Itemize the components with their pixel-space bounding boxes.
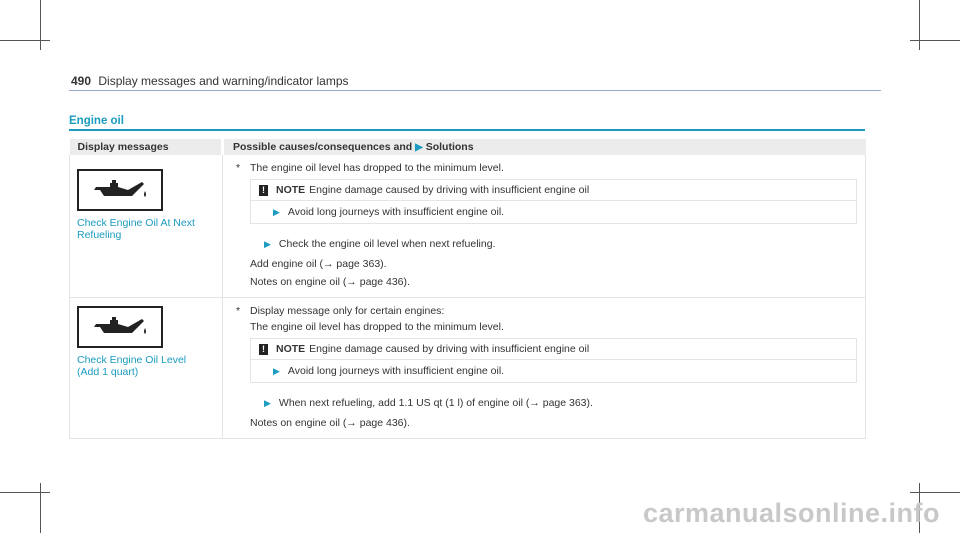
- page-header: [71, 74, 349, 88]
- crop-mark: [40, 0, 41, 50]
- page-header-title: Display messages and warning/indicator lamps: [98, 74, 349, 88]
- note-action-text: Avoid long journeys with insufficient engine oil.: [287, 365, 505, 377]
- play-arrow-icon: ▶: [273, 206, 280, 217]
- col-solutions-label: Solutions: [425, 141, 474, 153]
- message-line: Check Engine Oil Level: [77, 354, 187, 366]
- cause-text: [236, 161, 857, 175]
- cause-line: The engine oil level has dropped to the minimum level.: [250, 321, 504, 333]
- play-arrow-icon: ▶: [273, 365, 280, 376]
- oil-can-icon: [77, 306, 163, 348]
- display-message-text: [77, 354, 222, 378]
- crop-mark: [0, 492, 50, 493]
- note-label: NOTE: [276, 184, 306, 196]
- oil-can-icon: [77, 169, 163, 211]
- note-action: [251, 201, 856, 223]
- crop-mark: [0, 40, 50, 41]
- message-line: (Add 1 quart): [77, 366, 139, 378]
- messages-table: [69, 139, 866, 439]
- message-line: Refueling: [77, 229, 122, 241]
- causes-cell: [223, 155, 866, 298]
- page-reference: Notes on engine oil (→ page 436).: [250, 417, 410, 429]
- crop-mark: [910, 492, 960, 493]
- solution-step: [236, 383, 857, 412]
- table-row: [70, 155, 866, 298]
- cause-line: The engine oil level has dropped to the minimum level.: [250, 162, 504, 174]
- warning-icon: !: [259, 344, 268, 355]
- watermark: carmanualsonline.info: [642, 498, 940, 528]
- note-label: NOTE: [276, 343, 306, 355]
- crop-mark: [919, 0, 920, 50]
- table-header-row: [70, 139, 866, 155]
- play-arrow-icon: ▶: [264, 398, 271, 408]
- col-causes-solutions: [223, 139, 866, 155]
- warning-icon: !: [259, 185, 268, 196]
- causes-cell: [223, 298, 866, 439]
- note-header: [251, 339, 856, 360]
- display-message-cell: [70, 155, 223, 298]
- solution-step: [236, 224, 857, 253]
- play-arrow-icon: ▶: [264, 239, 271, 249]
- cause-text: [236, 304, 857, 318]
- page-number: 490: [71, 74, 92, 88]
- display-message-cell: [70, 298, 223, 439]
- note-text: Engine damage caused by driving with insufficient engine oil: [309, 184, 590, 196]
- note-header: [251, 180, 856, 201]
- note-box: [250, 338, 857, 383]
- col-causes-label: Possible causes/consequences and: [233, 141, 413, 153]
- header-divider: [69, 90, 881, 91]
- footnote-star: *: [236, 162, 241, 174]
- section-title: Engine oil: [69, 115, 124, 127]
- message-line: Check Engine Oil At Next: [77, 217, 195, 229]
- crop-mark: [910, 40, 960, 41]
- crop-mark: [40, 483, 41, 533]
- col-display-messages: Display messages: [70, 139, 223, 155]
- note-box: [250, 179, 857, 224]
- note-action: [251, 360, 856, 382]
- table-row: [70, 298, 866, 439]
- cause-line: Display message only for certain engines:: [250, 305, 445, 317]
- page-reference: Add engine oil (→ page 363).: [250, 258, 387, 270]
- play-arrow-icon: ▶: [415, 142, 423, 153]
- note-text: Engine damage caused by driving with insufficient engine oil: [309, 343, 590, 355]
- step-text: Check the engine oil level when next refueling.: [278, 238, 496, 250]
- footnote-star: *: [236, 305, 241, 317]
- note-action-text: Avoid long journeys with insufficient engine oil.: [287, 206, 505, 218]
- page-reference: Notes on engine oil (→ page 436).: [250, 276, 410, 288]
- step-text: When next refueling, add 1.1 US qt (1 l) of engine oil (→ page 363).: [278, 397, 593, 409]
- display-message-text: [77, 217, 222, 241]
- section-divider: [69, 129, 865, 131]
